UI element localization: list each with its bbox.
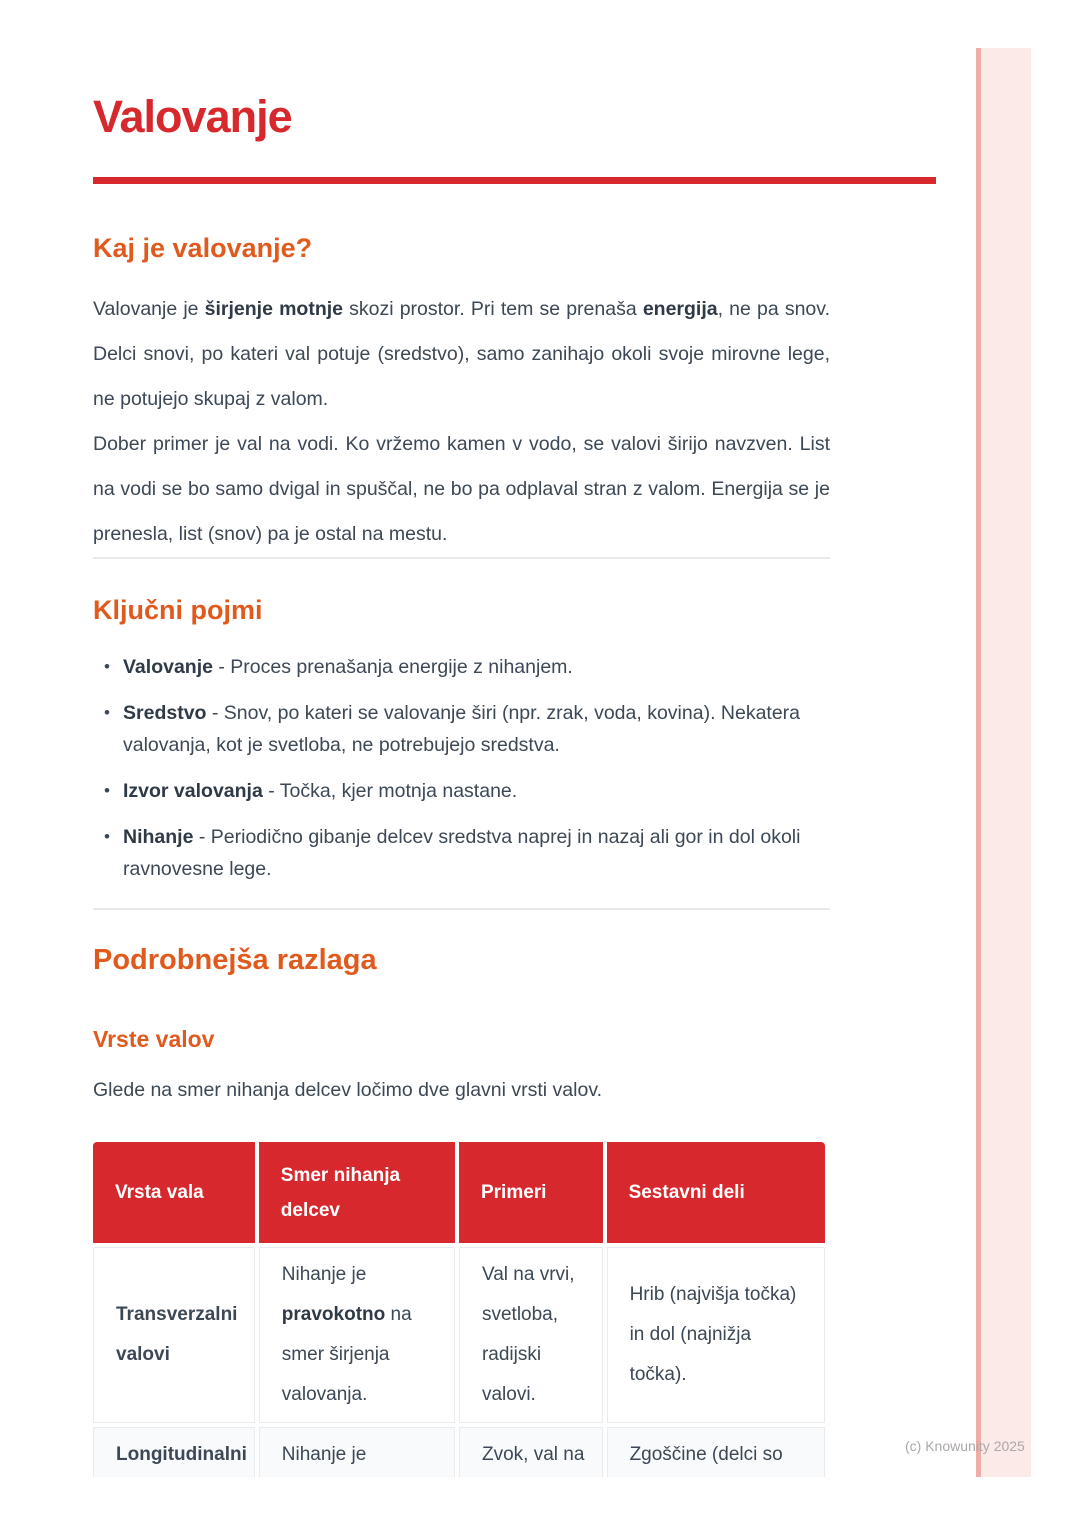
list-item: • Valovanje - Proces prenašanja energije z nihanjem. — [123, 651, 830, 683]
list-item: • Nihanje - Periodično gibanje delcev sredstva naprej in nazaj ali gor in dol okoli ravnovesne lege. — [123, 821, 830, 885]
section-divider — [93, 908, 830, 910]
document-content — [93, 0, 830, 1477]
page-title: Valovanje — [93, 91, 292, 142]
watermark: (c) Knowunity 2025 — [905, 1438, 1025, 1454]
intro-paragraph-1: Valovanje je širjenje motnje skozi prostor. Pri tem se prenaša energija, ne pa snov. Delci snovi, po kateri val potuje (sredstvo), samo zanihajo okoli svoje mirovne lege, ne potujejo skupaj z valom. — [93, 298, 830, 410]
list-item: • Izvor valovanja - Točka, kjer motnja nastane. — [123, 775, 830, 807]
section-heading-key-terms: Ključni pojmi — [93, 595, 263, 625]
table-header-row — [93, 1142, 825, 1243]
section-divider — [93, 557, 830, 559]
wave-types-table — [93, 1142, 829, 1477]
wave-types-table-wrap — [93, 1142, 838, 1477]
subsection-heading-wave-types: Vrste valov — [93, 1026, 215, 1052]
table-cell-examples: Zvok, val na — [459, 1427, 603, 1477]
table-cell-type: Transverzalni valovi — [93, 1247, 255, 1423]
table-row — [93, 1427, 825, 1477]
list-item: • Sredstvo - Snov, po kateri se valovanje širi (npr. zrak, voda, kovina). Nekatera valovanja, kot je svetloba, ne potrebujejo sredstva. — [123, 697, 830, 761]
title-rule — [93, 177, 936, 184]
section-heading-intro: Kaj je valovanje? — [93, 233, 313, 263]
table-header-sestavni-deli: Sestavni deli — [607, 1142, 825, 1243]
table-cell-type: Longitudinalni — [93, 1427, 255, 1477]
page-side-accent-strip — [976, 48, 1031, 1477]
table-cell-parts: Zgoščine (delci so — [607, 1427, 825, 1477]
table-row — [93, 1247, 825, 1423]
table-cell-direction: Nihanje je pravokotno na smer širjenja valovanja. — [259, 1247, 455, 1423]
table-header-vrsta-vala: Vrsta vala — [93, 1142, 255, 1243]
intro-paragraph-2: Dober primer je val na vodi. Ko vržemo kamen v vodo, se valovi širijo navzven. List na vodi se bo samo dvigal in spuščal, ne bo pa odplaval stran z valom. Energija se je prenesla, list (snov) pa je ostal na mestu. — [93, 433, 830, 545]
table-cell-parts: Hrib (najvišja točka) in dol (najnižja točka). — [607, 1247, 825, 1423]
section-heading-details: Podrobnejša razlaga — [93, 944, 377, 976]
table-cell-direction: Nihanje je — [259, 1427, 455, 1477]
wave-types-paragraph: Glede na smer nihanja delcev ločimo dve glavni vrsti valov. — [93, 1079, 603, 1101]
table-header-primeri: Primeri — [459, 1142, 603, 1243]
table-header-smer-nihanja: Smer nihanja delcev — [259, 1142, 455, 1243]
table-cell-examples: Val na vrvi, svetloba, radijski valovi. — [459, 1247, 603, 1423]
key-terms-list — [93, 651, 830, 885]
